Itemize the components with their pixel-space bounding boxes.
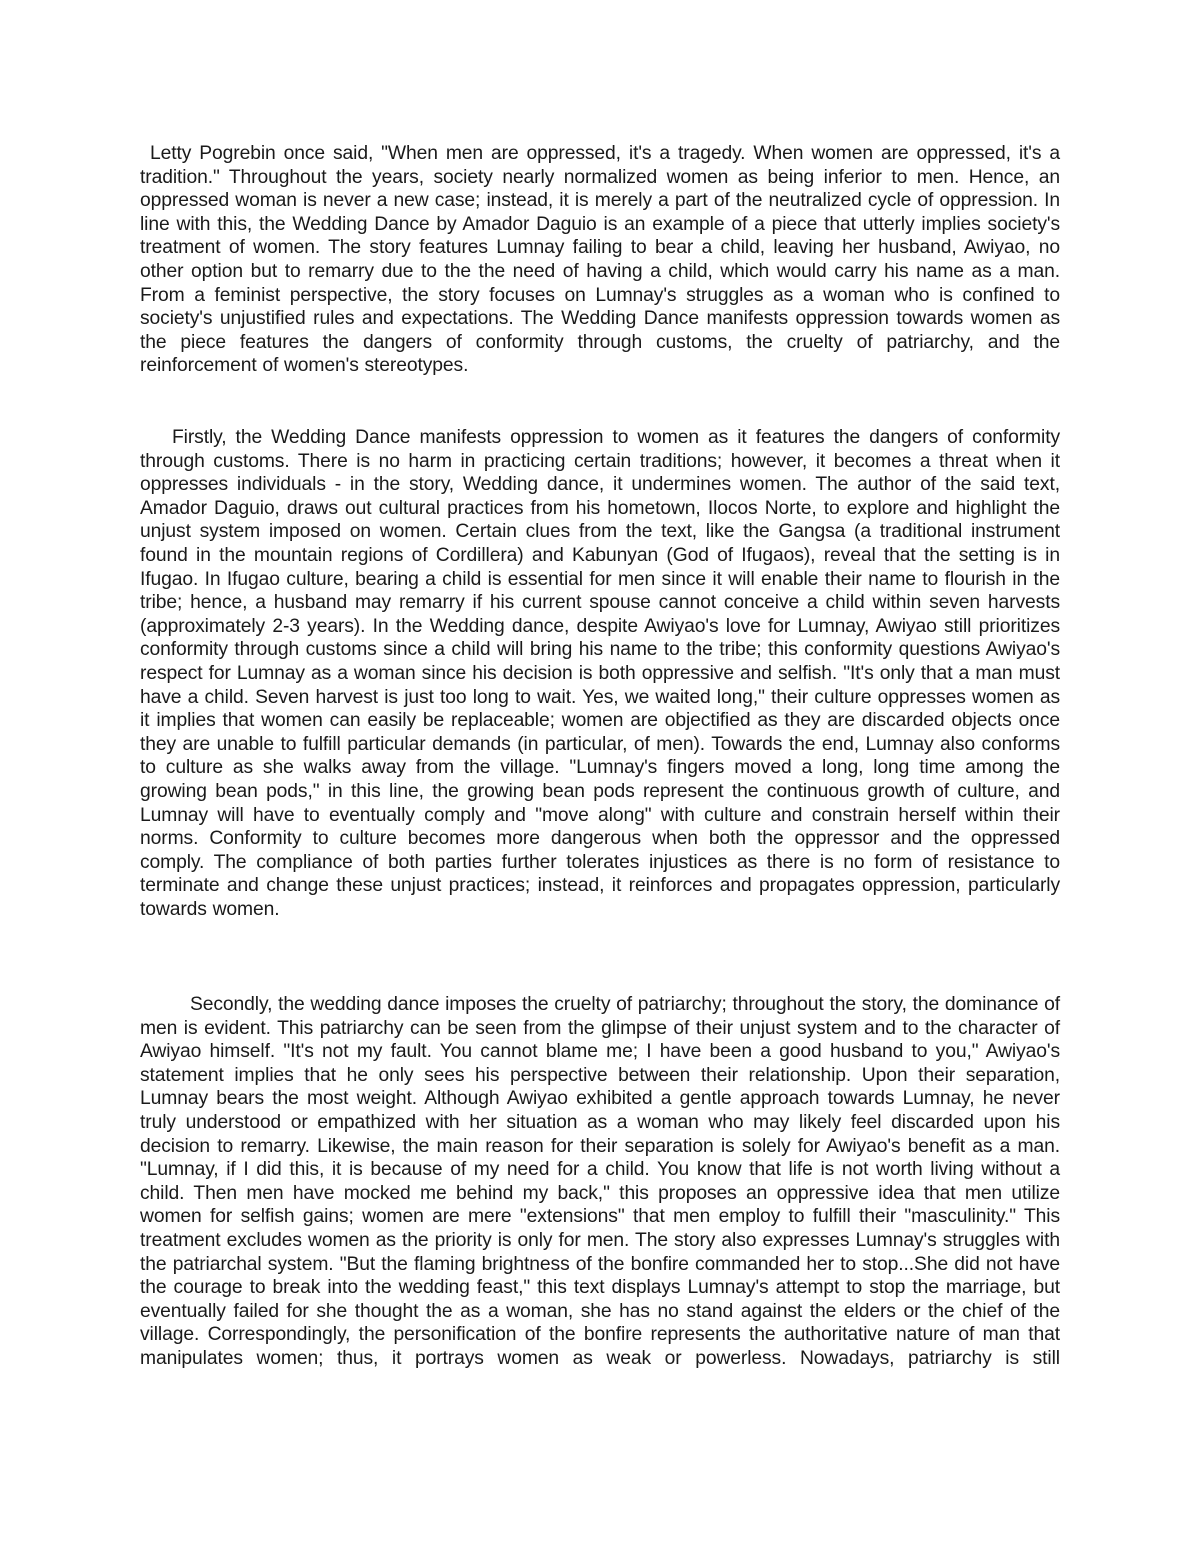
paragraph-intro: Letty Pogrebin once said, "When men are oppressed, it's a tragedy. When women are oppressed, it's a tradition." Throughout the years, society nearly normalized women as being inferior to men. Hence, an oppressed woman is never a new case; instead, it is merely a part of the neutralized cycle of oppression. In line with this, the Wedding Dance by Amador Daguio is an example of a piece that utterly implies society's treatment of women. The story features Lumnay failing to bear a child, leaving her husband, Awiyao, no other option but to remarry due to the the need of having a child, which would carry his name as a man. From a feminist perspective, the story focuses on Lumnay's struggles as a woman who is confined to society's unjustified rules and expectations. The Wedding Dance manifests oppression towards women as the piece features the dangers of conformity through customs, the cruelty of patriarchy, and the reinforcement of women's stereotypes. [140, 143, 1060, 377]
paragraph-patriarchy: Secondly, the wedding dance imposes the cruelty of patriarchy; throughout the story, the dominance of men is evident. This patriarchy can be seen from the glimpse of their unjust system and to the character of Awiyao himself. "It's not my fault. You cannot blame me; I have been a good husband to you," Awiyao's statement implies that he only sees his perspective between their relationship. Upon their separation, Lumnay bears the most weight. Although Awiyao exhibited a gentle approach towards Lumnay, he never truly understood or empathized with her situation as a woman who may likely feel discarded upon his decision to remarry. Likewise, the main reason for their separation is solely for Awiyao's benefit as a man. "Lumnay, if I did this, it is because of my need for a child. You know that life is not worth living without a child. Then men have mocked me behind my back," this proposes an oppressive idea that men utilize women for selfish gains; women are mere "extensions" that men employ to fulfill their "masculinity." This treatment excludes women as the priority is only for men. The story also expresses Lumnay's struggles with the patriarchal system. "But the flaming brightness of the bonfire commanded her to stop...She did not have the courage to break into the wedding feast," this text displays Lumnay's attempt to stop the marriage, but eventually failed for she thought the as a woman, she has no stand against the elders or the chief of the village. Correspondingly, the personification of the bonfire represents the authoritative nature of man that manipulates women; thus, it portrays women as weak or powerless. Nowadays, patriarchy is still [140, 994, 1060, 1369]
paragraph-conformity: Firstly, the Wedding Dance manifests oppression to women as it features the dangers of conformity through customs. There is no harm in practicing certain traditions; however, it becomes a threat when it oppresses individuals - in the story, Wedding dance, it undermines women. The author of the said text, Amador Daguio, draws out cultural practices from his hometown, Ilocos Norte, to explore and highlight the unjust system imposed on women. Certain clues from the text, like the Gangsa (a traditional instrument found in the mountain regions of Cordillera) and Kabunyan (God of Ifugaos), reveal that the setting is in Ifugao. In Ifugao culture, bearing a child is essential for men since it will enable their name to flourish in the tribe; hence, a husband may remarry if his current spouse cannot conceive a child within seven harvests (approximately 2-3 years). In the Wedding dance, despite Awiyao's love for Lumnay, Awiyao still prioritizes conformity through customs since a child will bring his name to the tribe; this conformity questions Awiyao's respect for Lumnay as a woman since his decision is both oppressive and selfish. "It's only that a man must have a child. Seven harvest is just too long to wait. Yes, we waited long," their culture oppresses women as it implies that women can easily be replaceable; women are objectified as they are discarded objects once they are unable to fulfill particular demands (in particular, of men). Towards the end, Lumnay also conforms to culture as she walks away from the village. "Lumnay's fingers moved a long, long time among the growing bean pods," in this line, the growing bean pods represent the continuous growth of culture, and Lumnay will have to eventually comply and "move along" with culture and constrain herself within their norms. Conformity to culture becomes more dangerous when both the oppressor and the oppressed comply. The compliance of both parties further tolerates injustices as there is no form of resistance to terminate and change these unjust practices; instead, it reinforces and propagates oppression, particularly towards women. [140, 427, 1060, 920]
